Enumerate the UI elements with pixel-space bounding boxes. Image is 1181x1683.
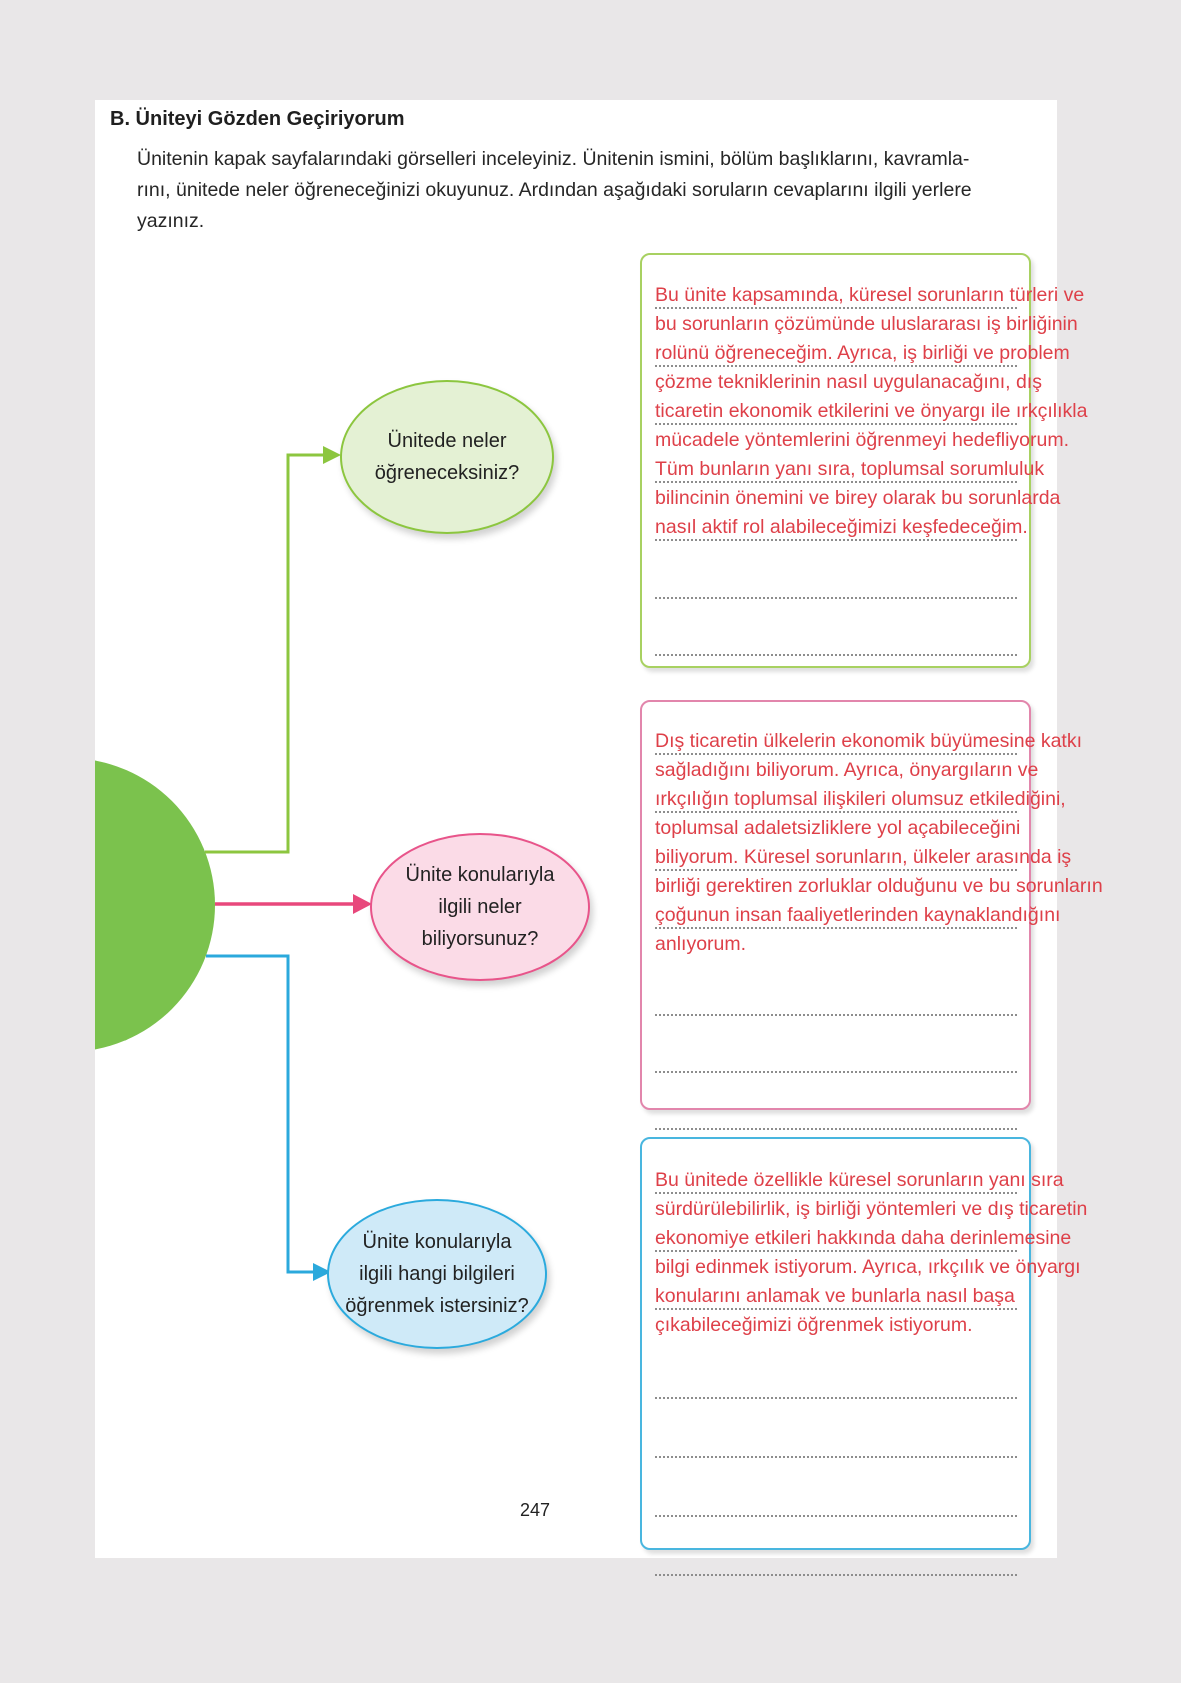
instructions-line: rını, ünitede neler öğreneceğinizi okuyunuz. Ardından aşağıdaki soruların cevaplarını ilgili yerlere xyxy=(137,179,972,201)
answer-text-line: Tüm bunların yanı sıra, toplumsal sorumluluk xyxy=(655,455,1017,484)
bubble-text-line: öğrenmek istersiniz? xyxy=(345,1295,529,1317)
answer-box-want xyxy=(640,1137,1088,1550)
instructions-line: yazınız. xyxy=(137,210,205,232)
answer-text-line: ırkçılığın toplumsal ilişkileri olumsuz etkilediğini, xyxy=(655,785,1017,814)
workbook-page xyxy=(95,100,1103,1558)
answer-box-learn xyxy=(640,253,1088,668)
answer-box-know xyxy=(640,700,1103,1110)
blank-write-line xyxy=(655,1517,1017,1576)
answer-text-line: çoğunun insan faaliyetlerinden kaynaklandığını xyxy=(655,901,1017,930)
blue-connector-line xyxy=(206,956,313,1272)
answer-text-line: çıkabileceğimizi öğrenmek istiyorum. xyxy=(655,1314,973,1336)
answer-text-line: Bu ünite kapsamında, küresel sorunların türleri ve xyxy=(655,281,1017,310)
question-bubble-know xyxy=(370,833,590,981)
answer-text-line: bu sorunların çözümünde uluslararası iş birliğinin xyxy=(655,313,1078,335)
answer-text-line: mücadele yöntemlerini öğrenmeyi hedefliyorum. xyxy=(655,429,1070,451)
answer-text-line: ticaretin ekonomik etkilerini ve önyargı ile ırkçılıkla xyxy=(655,397,1017,426)
blank-write-line xyxy=(655,1016,1017,1073)
bubble-text-line: öğreneceksiniz? xyxy=(374,462,520,484)
answer-text-line: toplumsal adaletsizliklere yol açabileceğini xyxy=(655,817,1021,839)
answer-text-line: Dış ticaretin ülkelerin ekonomik büyümesine katkı xyxy=(655,727,1017,756)
answer-text-line: Bu ünitede özellikle küresel sorunların yanı sıra xyxy=(655,1166,1017,1195)
bubble-text-line: ilgili neler xyxy=(438,896,522,918)
blank-write-line xyxy=(655,1340,1017,1399)
answer-text-line: rolünü öğreneceğim. Ayrıca, iş birliği ve problem xyxy=(655,339,1017,368)
blank-write-line xyxy=(655,599,1017,656)
page-number: 247 xyxy=(519,1500,551,1520)
blank-write-line xyxy=(655,959,1017,1016)
answer-text-line: bilincinin önemini ve birey olarak bu sorunlarda xyxy=(655,487,1061,509)
instructions-paragraph xyxy=(137,144,1027,237)
blank-write-line xyxy=(655,1458,1017,1517)
answer-text-line: çözme tekniklerinin nasıl uygulanacağını, dış xyxy=(655,371,1042,393)
root-semicircle xyxy=(95,758,215,1052)
answer-text-line: sürdürülebilirlik, iş birliği yöntemleri ve dış ticaretin xyxy=(655,1198,1088,1220)
question-bubble-learn xyxy=(340,380,554,534)
answer-text-line: biliyorum. Küresel sorunların, ülkeler arasında iş xyxy=(655,843,1017,872)
answer-text-line: ekonomiye etkileri hakkında daha derinlemesine xyxy=(655,1224,1017,1253)
answer-text-line: bilgi edinmek istiyorum. Ayrıca, ırkçılık ve önyargı xyxy=(655,1256,1081,1278)
instructions-line: Ünitenin kapak sayfalarındaki görselleri inceleyiniz. Ünitenin ismini, bölüm başlıklarını, kavramla- xyxy=(137,148,970,170)
bubble-text-line: Ünite konularıyla xyxy=(405,864,555,886)
answer-text-line: birliği gerektiren zorluklar olduğunu ve bu sorunların xyxy=(655,875,1103,897)
green-connector-line xyxy=(205,455,323,852)
bubble-text-line: Ünite konularıyla xyxy=(362,1231,512,1253)
answer-text-line: konularını anlamak ve bunlarla nasıl başa xyxy=(655,1282,1017,1311)
blank-write-line xyxy=(655,542,1017,599)
answer-text-line: sağladığını biliyorum. Ayrıca, önyargıların ve xyxy=(655,759,1039,781)
answer-text-line: nasıl aktif rol alabileceğimizi keşfedeceğim. xyxy=(655,513,1017,542)
blank-write-line xyxy=(655,1073,1017,1130)
blank-write-line xyxy=(655,1399,1017,1458)
section-title: B. Üniteyi Gözden Geçiriyorum xyxy=(110,108,405,130)
green-arrowhead-icon xyxy=(323,446,341,464)
bubble-text-line: Ünitede neler xyxy=(387,430,507,452)
bubble-text-line: biliyorsunuz? xyxy=(421,928,539,950)
bubble-text-line: ilgili hangi bilgileri xyxy=(359,1263,515,1285)
answer-text-line: anlıyorum. xyxy=(655,933,747,955)
question-bubble-want xyxy=(327,1199,547,1349)
